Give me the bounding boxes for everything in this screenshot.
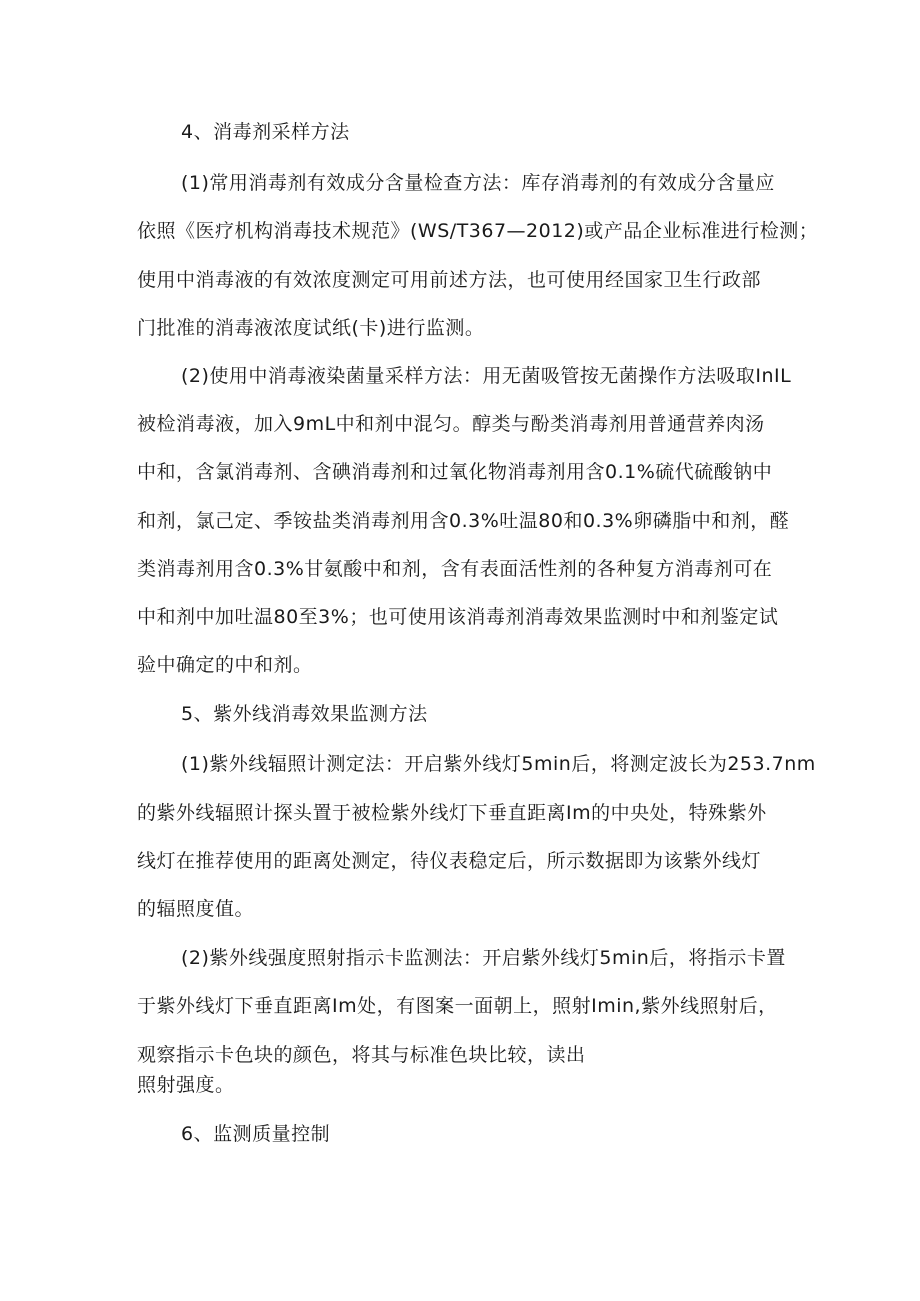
section-heading-4: 4、消毒剂采样方法 bbox=[181, 121, 350, 143]
paragraph-line: 的紫外线辐照计探头置于被检紫外线灯下垂直距离Im的中央处，特殊紫外 bbox=[137, 802, 767, 824]
paragraph-line: 中和剂中加吐温80至3%；也可使用该消毒剂消毒效果监测时中和剂鉴定试 bbox=[137, 606, 779, 628]
paragraph-line: 类消毒剂用含0.3%甘氨酸中和剂，含有表面活性剂的各种复方消毒剂可在 bbox=[137, 558, 773, 580]
paragraph-line: (2)使用中消毒液染菌量采样方法：用无菌吸管按无菌操作方法吸取InIL bbox=[181, 365, 792, 387]
paragraph-line: 使用中消毒液的有效浓度测定可用前述方法，也可使用经国家卫生行政部 bbox=[137, 269, 762, 291]
paragraph-line: 照射强度。 bbox=[137, 1074, 235, 1096]
paragraph-line: 于紫外线灯下垂直距离Im处，有图案一面朝上，照射Imin,紫外线照射后， bbox=[137, 995, 778, 1017]
paragraph-line: 观察指示卡色块的颜色，将其与标准色块比较，读出 bbox=[137, 1044, 586, 1066]
paragraph-line: 门批准的消毒液浓度试纸(卡)进行监测。 bbox=[137, 317, 485, 339]
paragraph-line: (1)常用消毒剂有效成分含量检查方法：库存消毒剂的有效成分含量应 bbox=[181, 172, 775, 194]
section-heading-5: 5、紫外线消毒效果监测方法 bbox=[181, 703, 428, 725]
paragraph-line: 依照《医疗机构消毒技术规范》(WS/T367—2012)或产品企业标准进行检测； bbox=[137, 220, 819, 242]
paragraph-line: 和剂，氯己定、季铵盐类消毒剂用含0.3%吐温80和0.3%卵磷脂中和剂，醛 bbox=[137, 510, 790, 532]
section-heading-6: 6、监测质量控制 bbox=[181, 1123, 331, 1145]
paragraph-line: 被检消毒液，加入9mL中和剂中混匀。醇类与酚类消毒剂用普通营养肉汤 bbox=[137, 413, 765, 435]
paragraph-line: 线灯在推荐使用的距离处测定，待仪表稳定后，所示数据即为该紫外线灯 bbox=[137, 850, 762, 872]
paragraph-line: 中和，含氯消毒剂、含碘消毒剂和过氧化物消毒剂用含0.1%硫代硫酸钠中 bbox=[137, 461, 773, 483]
paragraph-line: (2)紫外线强度照射指示卡监测法：开启紫外线灯5min后，将指示卡置 bbox=[181, 947, 786, 969]
paragraph-line: 的辐照度值。 bbox=[137, 898, 255, 920]
paragraph-line: 验中确定的中和剂。 bbox=[137, 654, 313, 676]
paragraph-line: (1)紫外线辐照计测定法：开启紫外线灯5min后，将测定波长为253.7nm bbox=[181, 753, 816, 775]
